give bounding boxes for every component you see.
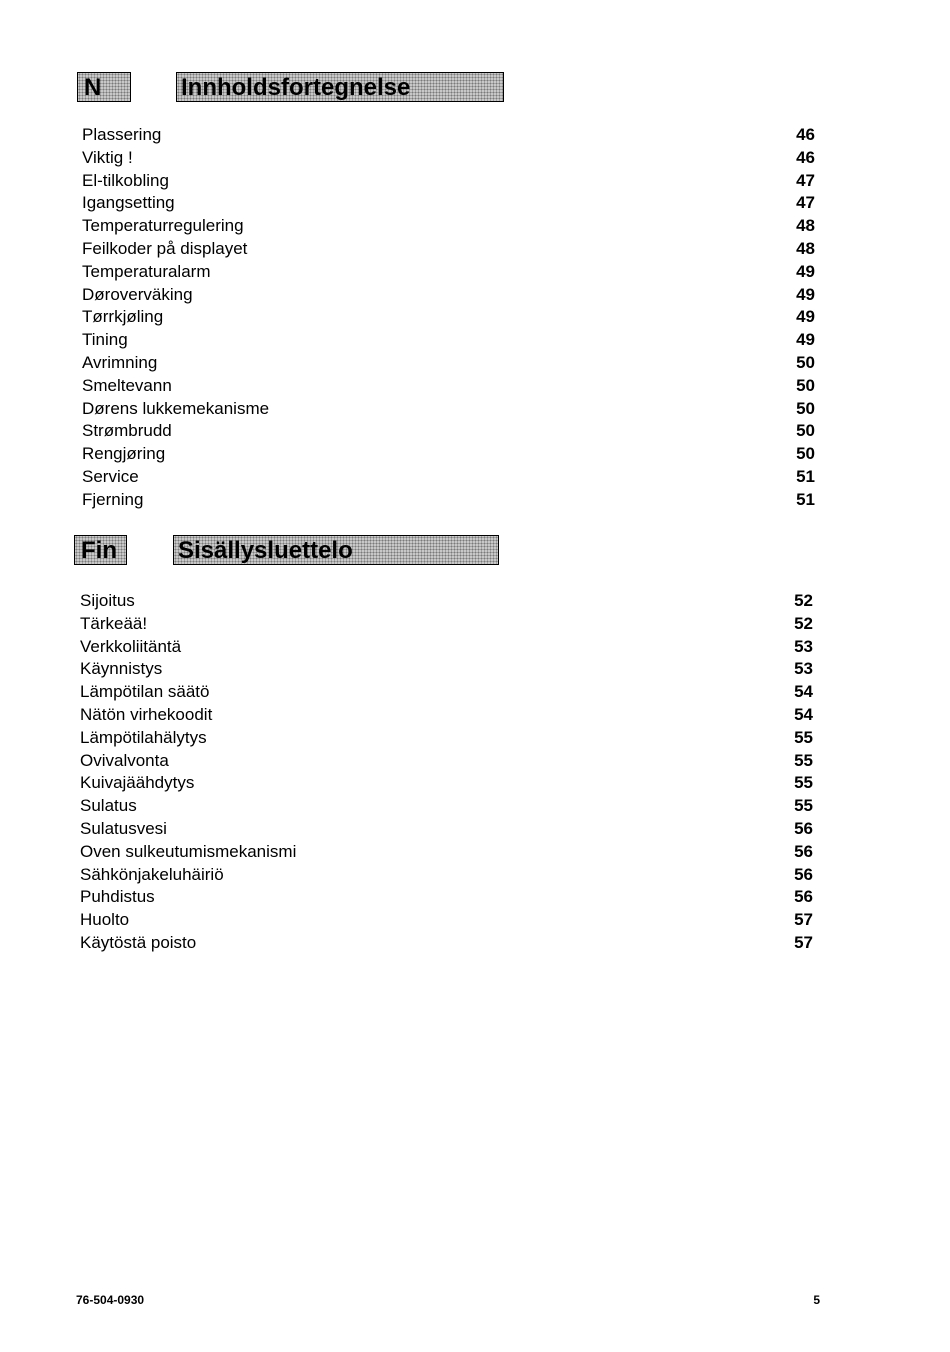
toc-entry-page: 49 bbox=[796, 307, 815, 327]
section-header-fin bbox=[74, 535, 504, 567]
toc-entry-label: El-tilkobling bbox=[82, 170, 169, 190]
language-badge bbox=[77, 72, 131, 102]
toc-entry-page: 51 bbox=[796, 489, 815, 509]
document-code: 76-504-0930 bbox=[76, 1293, 145, 1307]
toc-entry-page: 55 bbox=[794, 773, 813, 793]
toc-entry-label: Rengjøring bbox=[82, 444, 166, 464]
toc-entry-page: 47 bbox=[796, 193, 815, 213]
toc-entry-page: 52 bbox=[794, 613, 813, 633]
section-title: Sisällysluettelo bbox=[178, 537, 353, 564]
toc-entry-page: 47 bbox=[796, 170, 815, 190]
toc-entry-label: Lämpötilahälytys bbox=[80, 727, 207, 747]
toc-entry[interactable] bbox=[82, 398, 822, 421]
toc-entry-page: 55 bbox=[794, 727, 813, 747]
toc-list-n bbox=[82, 124, 822, 512]
toc-entry[interactable] bbox=[82, 352, 822, 375]
toc-entry-page: 56 bbox=[794, 887, 813, 907]
toc-entry-page: 46 bbox=[796, 147, 815, 167]
toc-entry-label: Sulatusvesi bbox=[80, 818, 167, 838]
toc-entry-page: 50 bbox=[796, 444, 815, 464]
toc-entry-label: Oven sulkeutumismekanismi bbox=[80, 841, 297, 861]
toc-entry[interactable] bbox=[80, 886, 820, 909]
toc-entry[interactable] bbox=[82, 170, 822, 193]
toc-entry-label: Feilkoder på displayet bbox=[82, 238, 248, 258]
toc-entry[interactable] bbox=[82, 489, 822, 512]
language-code: Fin bbox=[81, 537, 117, 564]
toc-entry[interactable] bbox=[82, 306, 822, 329]
toc-entry[interactable] bbox=[80, 613, 820, 636]
toc-entry-page: 50 bbox=[796, 421, 815, 441]
language-code: N bbox=[84, 74, 102, 101]
toc-entry[interactable] bbox=[80, 864, 820, 887]
toc-entry-label: Fjerning bbox=[82, 489, 144, 509]
toc-entry-label: Huolto bbox=[80, 910, 130, 930]
toc-entry-label: Sijoitus bbox=[80, 591, 135, 610]
toc-entry-label: Strømbrudd bbox=[82, 421, 172, 441]
toc-entry-label: Tining bbox=[82, 330, 128, 350]
toc-entry[interactable] bbox=[80, 932, 820, 955]
toc-entry[interactable] bbox=[80, 681, 820, 704]
toc-entry-page: 50 bbox=[796, 352, 815, 372]
toc-entry[interactable] bbox=[82, 284, 822, 307]
toc-entry[interactable] bbox=[82, 443, 822, 466]
toc-entry[interactable] bbox=[80, 841, 820, 864]
toc-entry[interactable] bbox=[80, 590, 820, 613]
toc-entry-label: Tärkeää! bbox=[80, 613, 148, 633]
toc-entry[interactable] bbox=[80, 795, 820, 818]
toc-entry[interactable] bbox=[82, 466, 822, 489]
toc-entry[interactable] bbox=[80, 636, 820, 659]
toc-entry-label: Käytöstä poisto bbox=[80, 932, 197, 952]
toc-entry-label: Nätön virhekoodit bbox=[80, 704, 213, 724]
toc-entry-label: Tørrkjøling bbox=[82, 307, 164, 327]
toc-entry[interactable] bbox=[80, 818, 820, 841]
toc-entry[interactable] bbox=[80, 704, 820, 727]
toc-entry-page: 51 bbox=[796, 466, 815, 486]
toc-list-fin bbox=[80, 590, 820, 955]
toc-entry-label: Ovivalvonta bbox=[80, 750, 169, 770]
toc-entry-page: 46 bbox=[796, 125, 815, 144]
toc-entry-label: Käynnistys bbox=[80, 659, 163, 679]
toc-entry-label: Igangsetting bbox=[82, 193, 175, 213]
toc-entry-label: Service bbox=[82, 466, 139, 486]
toc-entry-label: Temperaturalarm bbox=[82, 261, 211, 281]
toc-entry-page: 56 bbox=[794, 841, 813, 861]
toc-entry[interactable] bbox=[82, 215, 822, 238]
language-badge bbox=[74, 535, 127, 565]
toc-entry-page: 48 bbox=[796, 216, 815, 236]
toc-entry-page: 50 bbox=[796, 398, 815, 418]
toc-entry-page: 49 bbox=[796, 330, 815, 350]
toc-entry-page: 55 bbox=[794, 796, 813, 816]
toc-entry-page: 57 bbox=[794, 910, 813, 930]
toc-entry-label: Verkkoliitäntä bbox=[80, 636, 182, 656]
toc-entry[interactable] bbox=[80, 750, 820, 773]
section-title: Innholdsfortegnelse bbox=[181, 74, 411, 101]
section-title-box bbox=[173, 535, 499, 565]
toc-entry[interactable] bbox=[82, 261, 822, 284]
toc-entry-label: Dørens lukkemekanisme bbox=[82, 398, 270, 418]
toc-entry[interactable] bbox=[82, 375, 822, 398]
toc-entry[interactable] bbox=[82, 124, 822, 147]
toc-entry-page: 50 bbox=[796, 375, 815, 395]
toc-entry-page: 57 bbox=[794, 932, 813, 952]
toc-entry-label: Avrimning bbox=[82, 352, 158, 372]
toc-entry-page: 53 bbox=[794, 659, 813, 679]
toc-entry[interactable] bbox=[82, 420, 822, 443]
toc-entry[interactable] bbox=[80, 658, 820, 681]
toc-entry-label: Døroverväking bbox=[82, 284, 193, 304]
toc-entry[interactable] bbox=[82, 329, 822, 352]
toc-entry-page: 53 bbox=[794, 636, 813, 656]
toc-entry-page: 52 bbox=[794, 591, 813, 610]
toc-entry-label: Viktig ! bbox=[82, 147, 133, 167]
toc-entry-label: Sähkönjakeluhäiriö bbox=[80, 864, 224, 884]
toc-entry-page: 54 bbox=[794, 682, 813, 702]
toc-entry[interactable] bbox=[80, 909, 820, 932]
toc-entry[interactable] bbox=[82, 192, 822, 215]
toc-entry-page: 55 bbox=[794, 750, 813, 770]
toc-entry-label: Smeltevann bbox=[82, 375, 172, 395]
toc-entry[interactable] bbox=[80, 772, 820, 795]
toc-entry-page: 49 bbox=[796, 284, 815, 304]
toc-entry[interactable] bbox=[82, 147, 822, 170]
section-header-n bbox=[77, 72, 507, 104]
toc-entry-page: 56 bbox=[794, 818, 813, 838]
toc-entry-label: Lämpötilan säätö bbox=[80, 682, 210, 702]
toc-entry[interactable] bbox=[80, 727, 820, 750]
toc-entry-label: Kuivajäähdytys bbox=[80, 773, 195, 793]
toc-entry-label: Temperaturregulering bbox=[82, 216, 244, 236]
section-title-box bbox=[176, 72, 504, 102]
toc-entry-page: 56 bbox=[794, 864, 813, 884]
toc-entry-page: 54 bbox=[794, 704, 813, 724]
toc-entry-label: Sulatus bbox=[80, 796, 137, 816]
toc-entry-label: Puhdistus bbox=[80, 887, 155, 907]
toc-entry-page: 48 bbox=[796, 238, 815, 258]
toc-entry-page: 49 bbox=[796, 261, 815, 281]
page-number: 5 bbox=[813, 1293, 820, 1307]
toc-entry[interactable] bbox=[82, 238, 822, 261]
toc-entry-label: Plassering bbox=[82, 125, 162, 144]
